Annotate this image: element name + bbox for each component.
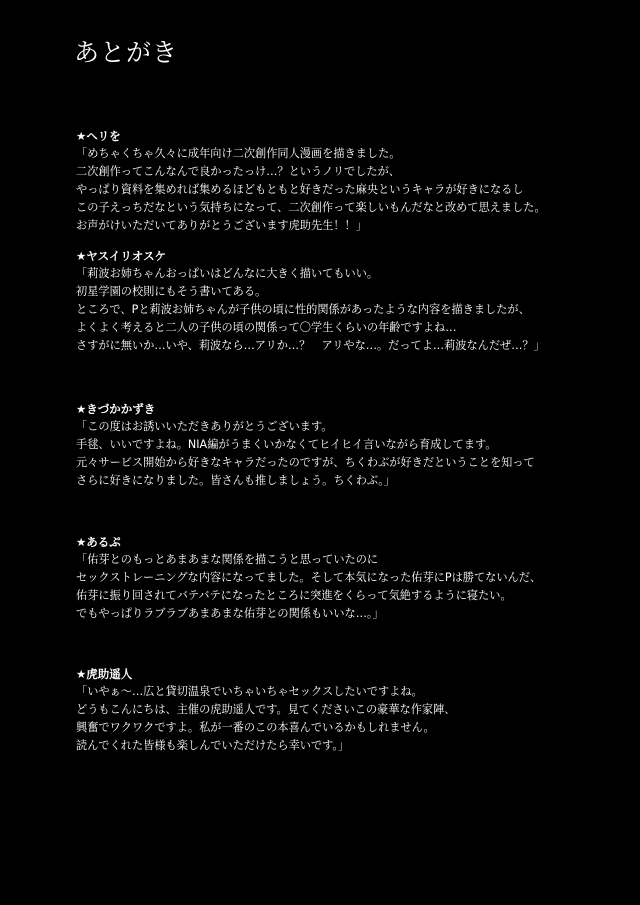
author-name: ★ヘリを bbox=[76, 129, 121, 143]
comment-line: さすがに無いか…いや、莉波なら…アリか…？ アリやな…。だってよ…莉波なんだぜ…？」 bbox=[76, 339, 545, 352]
comment-line: セックストレーニングな内容になってました。そして本気になった佑芽にPは勝てないんだ、 bbox=[76, 571, 542, 584]
comment-line: 二次創作ってこんなんで良かったっけ…？というノリでしたが、 bbox=[76, 165, 400, 178]
afterword-section bbox=[76, 248, 616, 355]
author-name: ★あるぷ bbox=[76, 535, 121, 549]
comment-line: でもやっぱりラブラブあまあまな佑芽との関係もいいな…。」 bbox=[76, 607, 384, 620]
comment-line: 佑芽に振り回されてバテバテになったところに突進をくらって気絶するように寝たい。 bbox=[76, 589, 512, 602]
comment-line: 初星学園の校則にもそう書いてある。 bbox=[76, 285, 267, 298]
comment-line: 興奮でワクワクですよ。私が一番のこの本喜んでいるかもしれません。 bbox=[76, 721, 435, 734]
comment-line: 「いやぁ〜…広と貸切温泉でいちゃいちゃセックスしたいですよね。 bbox=[76, 685, 423, 698]
comment-line: 元々サービス開始から好きなキャラだったのですが、ちくわぶが好きだということを知って bbox=[76, 456, 535, 469]
comment-line: 手毬、いいですよね。NIA編がうまくいかなくてヒイヒイ言いながら育成してます。 bbox=[76, 438, 497, 451]
comment-line: よくよく考えると二人の子供の頃の関係って〇学生くらいの年齢ですよね… bbox=[76, 321, 457, 334]
afterword-section bbox=[76, 128, 616, 235]
comment-line: お声がけいただいてありがとうございます虎助先生！！」 bbox=[76, 219, 367, 232]
comment-line: この子えっちだなという気持ちになって、二次創作って楽しいもんだなと改めて思えました。 bbox=[76, 201, 546, 214]
comment-line: さらに好きになりました。皆さんも推しましょう。ちくわぶ。」 bbox=[76, 474, 396, 487]
comment-line: 「佑芽とのもっとあまあまな関係を描こうと思っていたのに bbox=[76, 553, 379, 566]
author-name: ★きづかかずき bbox=[76, 402, 156, 416]
page-title: あとがき bbox=[74, 38, 179, 67]
afterword-section bbox=[76, 666, 616, 755]
comment-line: ところで、Pと莉波お姉ちゃんが子供の頃に性的関係があったような内容を描きましたが、 bbox=[76, 303, 530, 316]
comment-line: 読んでくれた皆様も楽しんでいただけたら幸いです。」 bbox=[76, 739, 350, 752]
afterword-section bbox=[76, 401, 616, 490]
comment-line: 「莉波お姉ちゃんおっぱいはどんなに大きく描いてもいい。 bbox=[76, 267, 379, 280]
comment-line: 「この度はお誘いいただきありがとうございます。 bbox=[76, 420, 333, 433]
afterword-section bbox=[76, 534, 616, 623]
comment-line: どうもこんにちは、主催の虎助遥人です。見てくださいこの豪華な作家陣、 bbox=[76, 703, 456, 716]
author-name: ★ヤスイリオスケ bbox=[76, 249, 167, 263]
comment-line: やっぱり資料を集めれば集めるほどもともと好きだった麻央というキャラが好きになるし bbox=[76, 183, 524, 196]
comment-line: 「めちゃくちゃ久々に成年向け二次創作同人漫画を描きました。 bbox=[76, 147, 401, 160]
author-name: ★虎助遥人 bbox=[76, 667, 133, 681]
